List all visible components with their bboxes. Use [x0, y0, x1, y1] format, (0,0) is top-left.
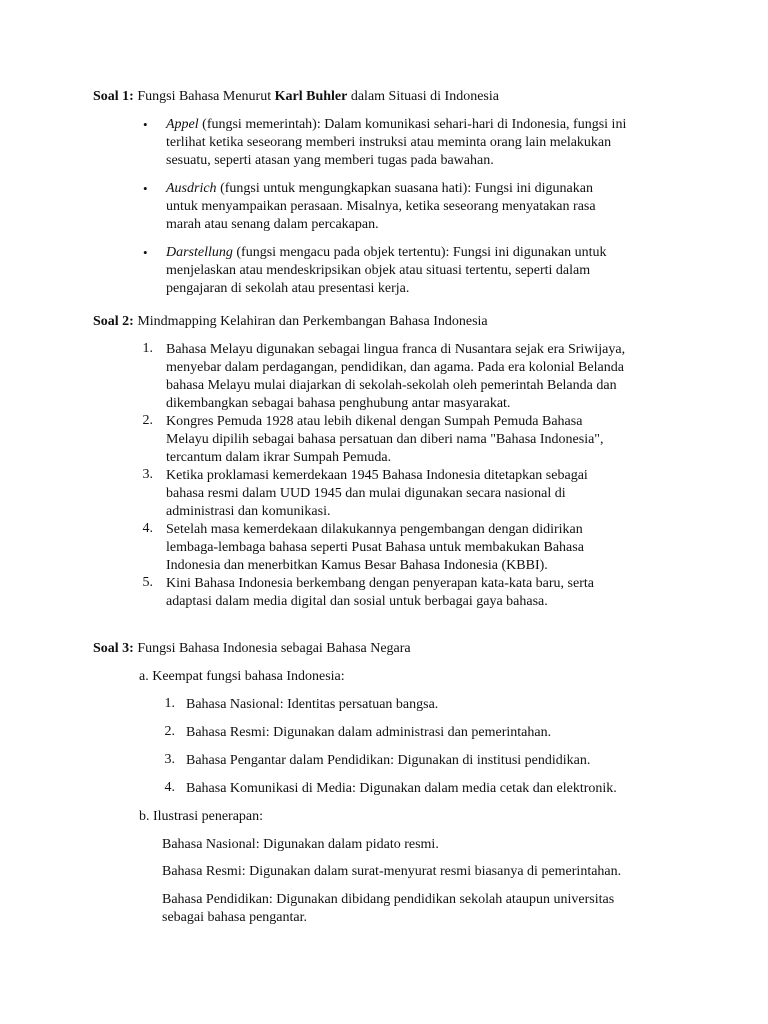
list-item-line: bahasa resmi dalam UUD 1945 dan mulai digunakan secara nasional di	[166, 486, 566, 501]
list-item-line: tercantum dalam ikrar Sumpah Pemuda.	[166, 450, 392, 465]
list-item-line: Indonesia dan menerbitkan Kamus Besar Bahasa Indonesia (KBBI).	[166, 558, 548, 573]
list-item	[166, 244, 607, 298]
paragraph-line: Bahasa Resmi: Digunakan dalam surat-menyurat resmi biasanya di pemerintahan.	[162, 864, 622, 879]
list-item-line: terlihat ketika seseorang memberi instruksi atau meminta orang lain melakukan	[166, 135, 612, 150]
list-item	[166, 116, 626, 170]
list-item	[166, 180, 596, 234]
list-item-term: Appel	[166, 117, 199, 132]
paragraph-line: sebagai bahasa pengantar.	[162, 910, 307, 925]
list-item-line: Ketika proklamasi kemerdekaan 1945 Bahasa Indonesia ditetapkan sebagai	[166, 468, 588, 483]
list-item-term: Darstellung	[166, 245, 233, 260]
list-number: 3.	[142, 467, 153, 482]
paragraph	[162, 836, 439, 854]
list-item-line: sesuatu, seperti atasan yang memberi tugas pada bawahan.	[166, 153, 494, 168]
list-item: Bahasa Komunikasi di Media: Digunakan dalam media cetak dan elektronik.	[186, 781, 617, 796]
paragraph	[162, 891, 614, 927]
soal-1-title-bold: Karl Buhler	[274, 89, 348, 104]
soal-3-part-b-label: b. Ilustrasi penerapan:	[139, 809, 264, 824]
list-item-line: menyebar dalam perdagangan, pendidikan, dan agama. Pada era kolonial Belanda	[166, 360, 624, 375]
soal-2-label: Soal 2:	[93, 314, 134, 329]
list-item	[166, 521, 584, 575]
soal-3-part-a-label: a. Keempat fungsi bahasa Indonesia:	[139, 669, 345, 684]
soal-1-title-post: dalam Situasi di Indonesia	[350, 89, 499, 104]
soal-3-heading	[93, 640, 411, 658]
list-item-line: marah atau senang dalam percakapan.	[166, 217, 379, 232]
soal-1-label: Soal 1:	[93, 89, 134, 104]
list-number: 3.	[164, 752, 175, 767]
paragraph	[162, 863, 621, 881]
list-item-line: Kongres Pemuda 1928 atau lebih dikenal dengan Sumpah Pemuda Bahasa	[166, 414, 583, 429]
list-number: 2.	[164, 724, 175, 739]
list-item-line: Kini Bahasa Indonesia berkembang dengan penyerapan kata-kata baru, serta	[166, 576, 594, 591]
soal-1-title-pre: Fungsi Bahasa Menurut	[137, 89, 272, 104]
soal-3-label: Soal 3:	[93, 641, 134, 656]
list-number: 4.	[164, 780, 175, 795]
list-item-term: Ausdrich	[166, 181, 217, 196]
bullet-icon: •	[143, 181, 148, 196]
list-number: 1.	[164, 696, 175, 711]
list-item-line: pengajaran di sekolah atau presentasi kerja.	[166, 281, 410, 296]
list-item: Bahasa Pengantar dalam Pendidikan: Digunakan di institusi pendidikan.	[186, 753, 591, 768]
list-item-line: menjelaskan atau mendeskripsikan objek atau situasi tertentu, seperti dalam	[166, 263, 591, 278]
soal-3-title: Fungsi Bahasa Indonesia sebagai Bahasa Negara	[137, 641, 411, 656]
paragraph-line: Bahasa Nasional: Digunakan dalam pidato resmi.	[162, 837, 439, 852]
soal-2-heading	[93, 313, 488, 331]
paragraph-line: Bahasa Pendidikan: Digunakan dibidang pendidikan sekolah ataupun universitas	[162, 892, 615, 907]
bullet-icon: •	[143, 117, 148, 132]
list-item-line: untuk menyampaikan perasaan. Misalnya, ketika seseorang menyatakan rasa	[166, 199, 596, 214]
list-item-line: bahasa Melayu mulai diajarkan di sekolah-sekolah oleh pemerintah Belanda dan	[166, 378, 617, 393]
list-item-line: Setelah masa kemerdekaan dilakukannya pengembangan dengan didirikan	[166, 522, 583, 537]
list-item	[166, 575, 594, 611]
list-item	[166, 341, 625, 413]
list-item-line: Bahasa Melayu digunakan sebagai lingua franca di Nusantara sejak era Sriwijaya,	[166, 342, 626, 357]
list-item-line: Melayu dipilih sebagai bahasa persatuan dan diberi nama "Bahasa Indonesia",	[166, 432, 604, 447]
list-item: Bahasa Nasional: Identitas persatuan bangsa.	[186, 697, 439, 712]
list-number: 2.	[142, 413, 153, 428]
list-item-line: adaptasi dalam media digital dan sosial untuk berbagai gaya bahasa.	[166, 594, 548, 609]
list-item	[166, 467, 588, 521]
list-item-line: (fungsi untuk mengungkapkan suasana hati): Fungsi ini digunakan	[216, 181, 593, 196]
soal-2-title: Mindmapping Kelahiran dan Perkembangan Bahasa Indonesia	[137, 314, 488, 329]
list-item-line: lembaga-lembaga bahasa seperti Pusat Bahasa untuk membakukan Bahasa	[166, 540, 584, 555]
list-item	[166, 413, 604, 467]
soal-1-heading	[93, 88, 499, 106]
list-item-line: (fungsi mengacu pada objek tertentu): Fungsi ini digunakan untuk	[232, 245, 607, 260]
list-number: 5.	[142, 575, 153, 590]
list-item-line: dikembangkan sebagai bahasa penghubung antar masyarakat.	[166, 396, 511, 411]
list-number: 4.	[142, 521, 153, 536]
list-item-line: administrasi dan komunikasi.	[166, 504, 331, 519]
list-item-line: (fungsi memerintah): Dalam komunikasi sehari-hari di Indonesia, fungsi ini	[198, 117, 627, 132]
list-item: Bahasa Resmi: Digunakan dalam administrasi dan pemerintahan.	[186, 725, 552, 740]
bullet-icon: •	[143, 245, 148, 260]
list-number: 1.	[142, 341, 153, 356]
